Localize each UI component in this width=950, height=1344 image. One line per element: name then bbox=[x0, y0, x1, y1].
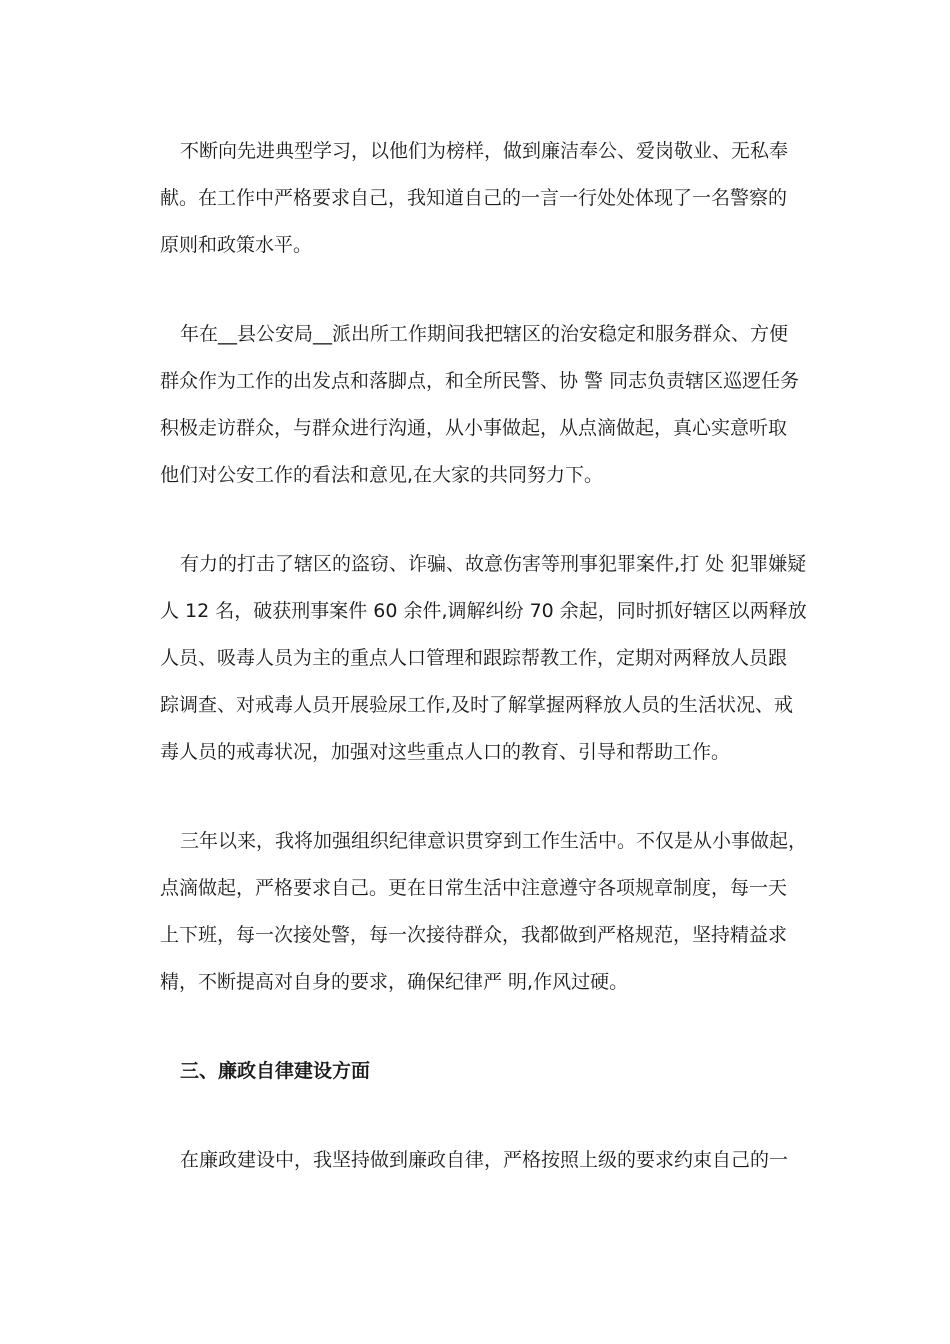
paragraph-line: 有力的打击了辖区的盗窃、诈骗、故意伤害等刑事犯罪案件,打 处 犯罪嫌疑 bbox=[180, 553, 807, 575]
paragraph-line: 原则和政策水平。 bbox=[160, 234, 313, 256]
paragraph-4 bbox=[160, 818, 822, 1006]
paragraph-line: 群众作为工作的出发点和落脚点，和全所民警、协 警 同志负责辖区巡逻任务 bbox=[160, 370, 800, 392]
section-heading: 三、廉政自律建设方面 bbox=[180, 1060, 371, 1082]
paragraph-5 bbox=[160, 1137, 822, 1184]
paragraph-line: 在廉政建设中，我坚持做到廉政自律，严格按照上级的要求约束自己的一 bbox=[180, 1149, 789, 1171]
paragraph-1 bbox=[160, 128, 822, 269]
paragraph-line: 人 12 名，破获刑事案件 60 余件,调解纠纷 70 余起，同时抓好辖区以两释放 bbox=[160, 600, 807, 622]
paragraph-line: 毒人员的戒毒状况，加强对这些重点人口的教育、引导和帮助工作。 bbox=[160, 741, 731, 763]
paragraph-line: 三年以来，我将加强组织纪律意识贯穿到工作生活中。不仅是从小事做起， bbox=[180, 830, 808, 852]
paragraph-line: 踪调查、对戒毒人员开展验尿工作,及时了解掌握两释放人员的生活状况、戒 bbox=[160, 694, 794, 716]
paragraph-line: 年在__县公安局__派出所工作期间我把辖区的治安稳定和服务群众、方便 bbox=[180, 323, 789, 345]
paragraph-line: 献。在工作中严格要求自己，我知道自己的一言一行处处体现了一名警察的 bbox=[160, 187, 788, 209]
paragraph-3 bbox=[160, 541, 822, 776]
paragraph-line: 不断向先进典型学习，以他们为榜样，做到廉洁奉公、爱岗敬业、无私奉 bbox=[180, 140, 789, 162]
paragraph-line: 精，不断提高对自身的要求，确保纪律严 明,作风过硬。 bbox=[160, 971, 629, 993]
paragraph-line: 积极走访群众，与群众进行沟通，从小事做起，从点滴做起，真心实意听取 bbox=[160, 417, 788, 439]
paragraph-line: 点滴做起，严格要求自己。更在日常生活中注意遵守各项规章制度，每一天 bbox=[160, 877, 788, 899]
document-page bbox=[160, 128, 822, 1184]
paragraph-line: 他们对公安工作的看法和意见,在大家的共同努力下。 bbox=[160, 464, 604, 486]
paragraph-2 bbox=[160, 311, 822, 499]
paragraph-line: 人员、吸毒人员为主的重点人口管理和跟踪帮教工作，定期对两释放人员跟 bbox=[160, 647, 788, 669]
paragraph-line: 上下班，每一次接处警，每一次接待群众，我都做到严格规范，坚持精益求 bbox=[160, 924, 788, 946]
